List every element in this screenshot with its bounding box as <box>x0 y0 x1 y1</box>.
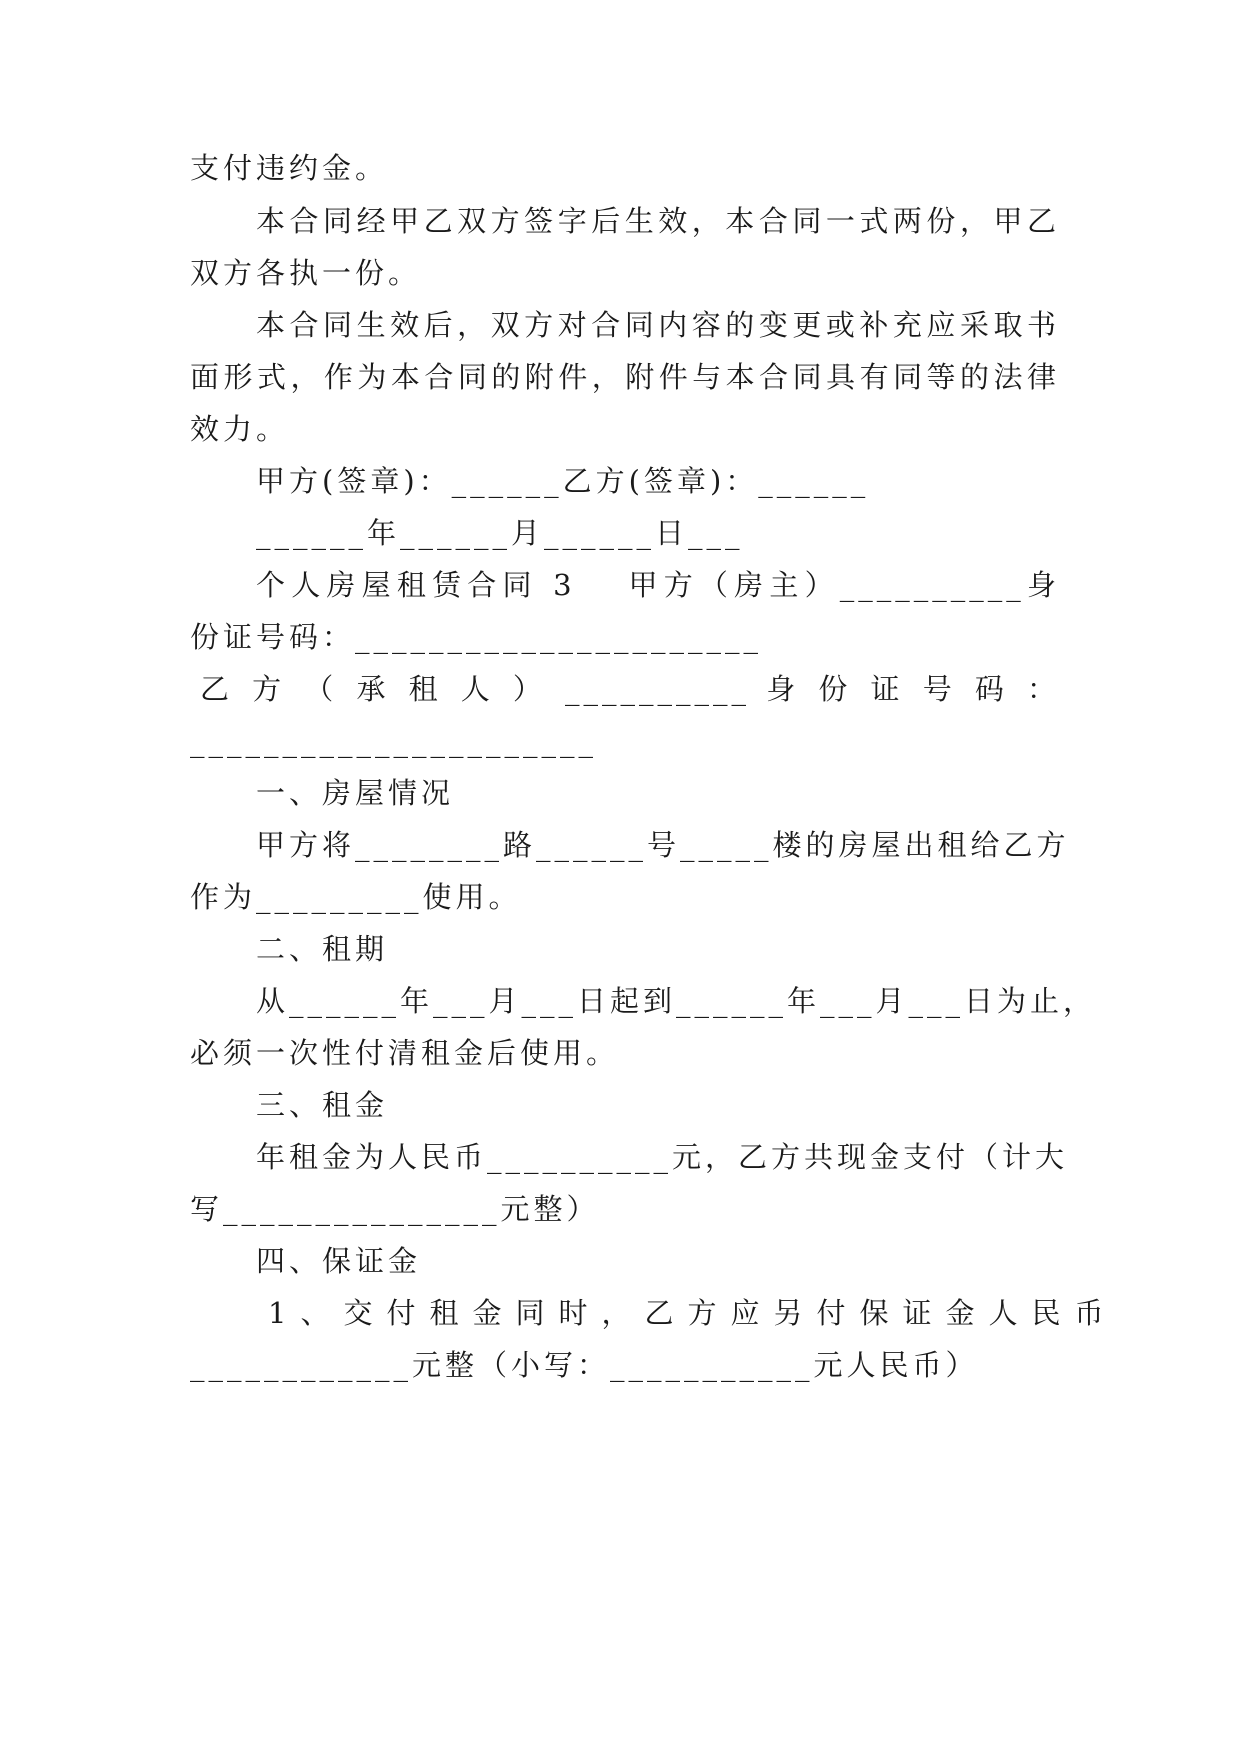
section-heading: 三、租金 <box>256 1088 389 1122</box>
text-line: 必须一次性付清租金后使用。 <box>190 1036 620 1070</box>
section-heading: 二、租期 <box>256 932 389 966</box>
text-line: 从______年___月___日起到______年___月___日为止， <box>256 984 1097 1018</box>
text-line: 面形式，作为本合同的附件，附件与本合同具有同等的法律 <box>190 360 1060 394</box>
text-line: 年租金为人民币__________元，乙方共现金支付（计大 <box>256 1140 1069 1174</box>
text-line: 写_______________元整） <box>190 1192 600 1226</box>
text-line: 效力。 <box>190 412 290 446</box>
text-line: 作为_________使用。 <box>190 880 522 914</box>
text-line: 份证号码：______________________ <box>190 620 763 654</box>
text-line: 本合同经甲乙双方签字后生效，本合同一式两份，甲乙 <box>256 204 1060 238</box>
section-heading: 四、保证金 <box>256 1244 422 1278</box>
text-line: 乙 方 （ 承 租 人 ） __________ 身 份 证 号 码 ： <box>200 672 1060 706</box>
text-line: 1、交付租金同时，乙方应另付保证金人民币 <box>268 1296 1118 1330</box>
text-line: 双方各执一份。 <box>190 256 422 290</box>
text-line: 甲方将________路______号_____楼的房屋出租给乙方 <box>256 828 1070 862</box>
text-line: 个人房屋租赁合同 3 甲方（房主）__________身 <box>256 568 1060 602</box>
text-line: ____________元整（小写：___________元人民币） <box>190 1348 979 1382</box>
text-line: 本合同生效后，双方对合同内容的变更或补充应采取书 <box>256 308 1060 342</box>
blank-line: ______________________ <box>190 724 597 758</box>
section-heading: 一、房屋情况 <box>256 776 455 810</box>
date-line: ______年______月______日___ <box>256 516 744 550</box>
signature-line: 甲方(签章)：______乙方(签章)：______ <box>256 464 870 498</box>
text-line: 支付违约金。 <box>190 151 389 185</box>
